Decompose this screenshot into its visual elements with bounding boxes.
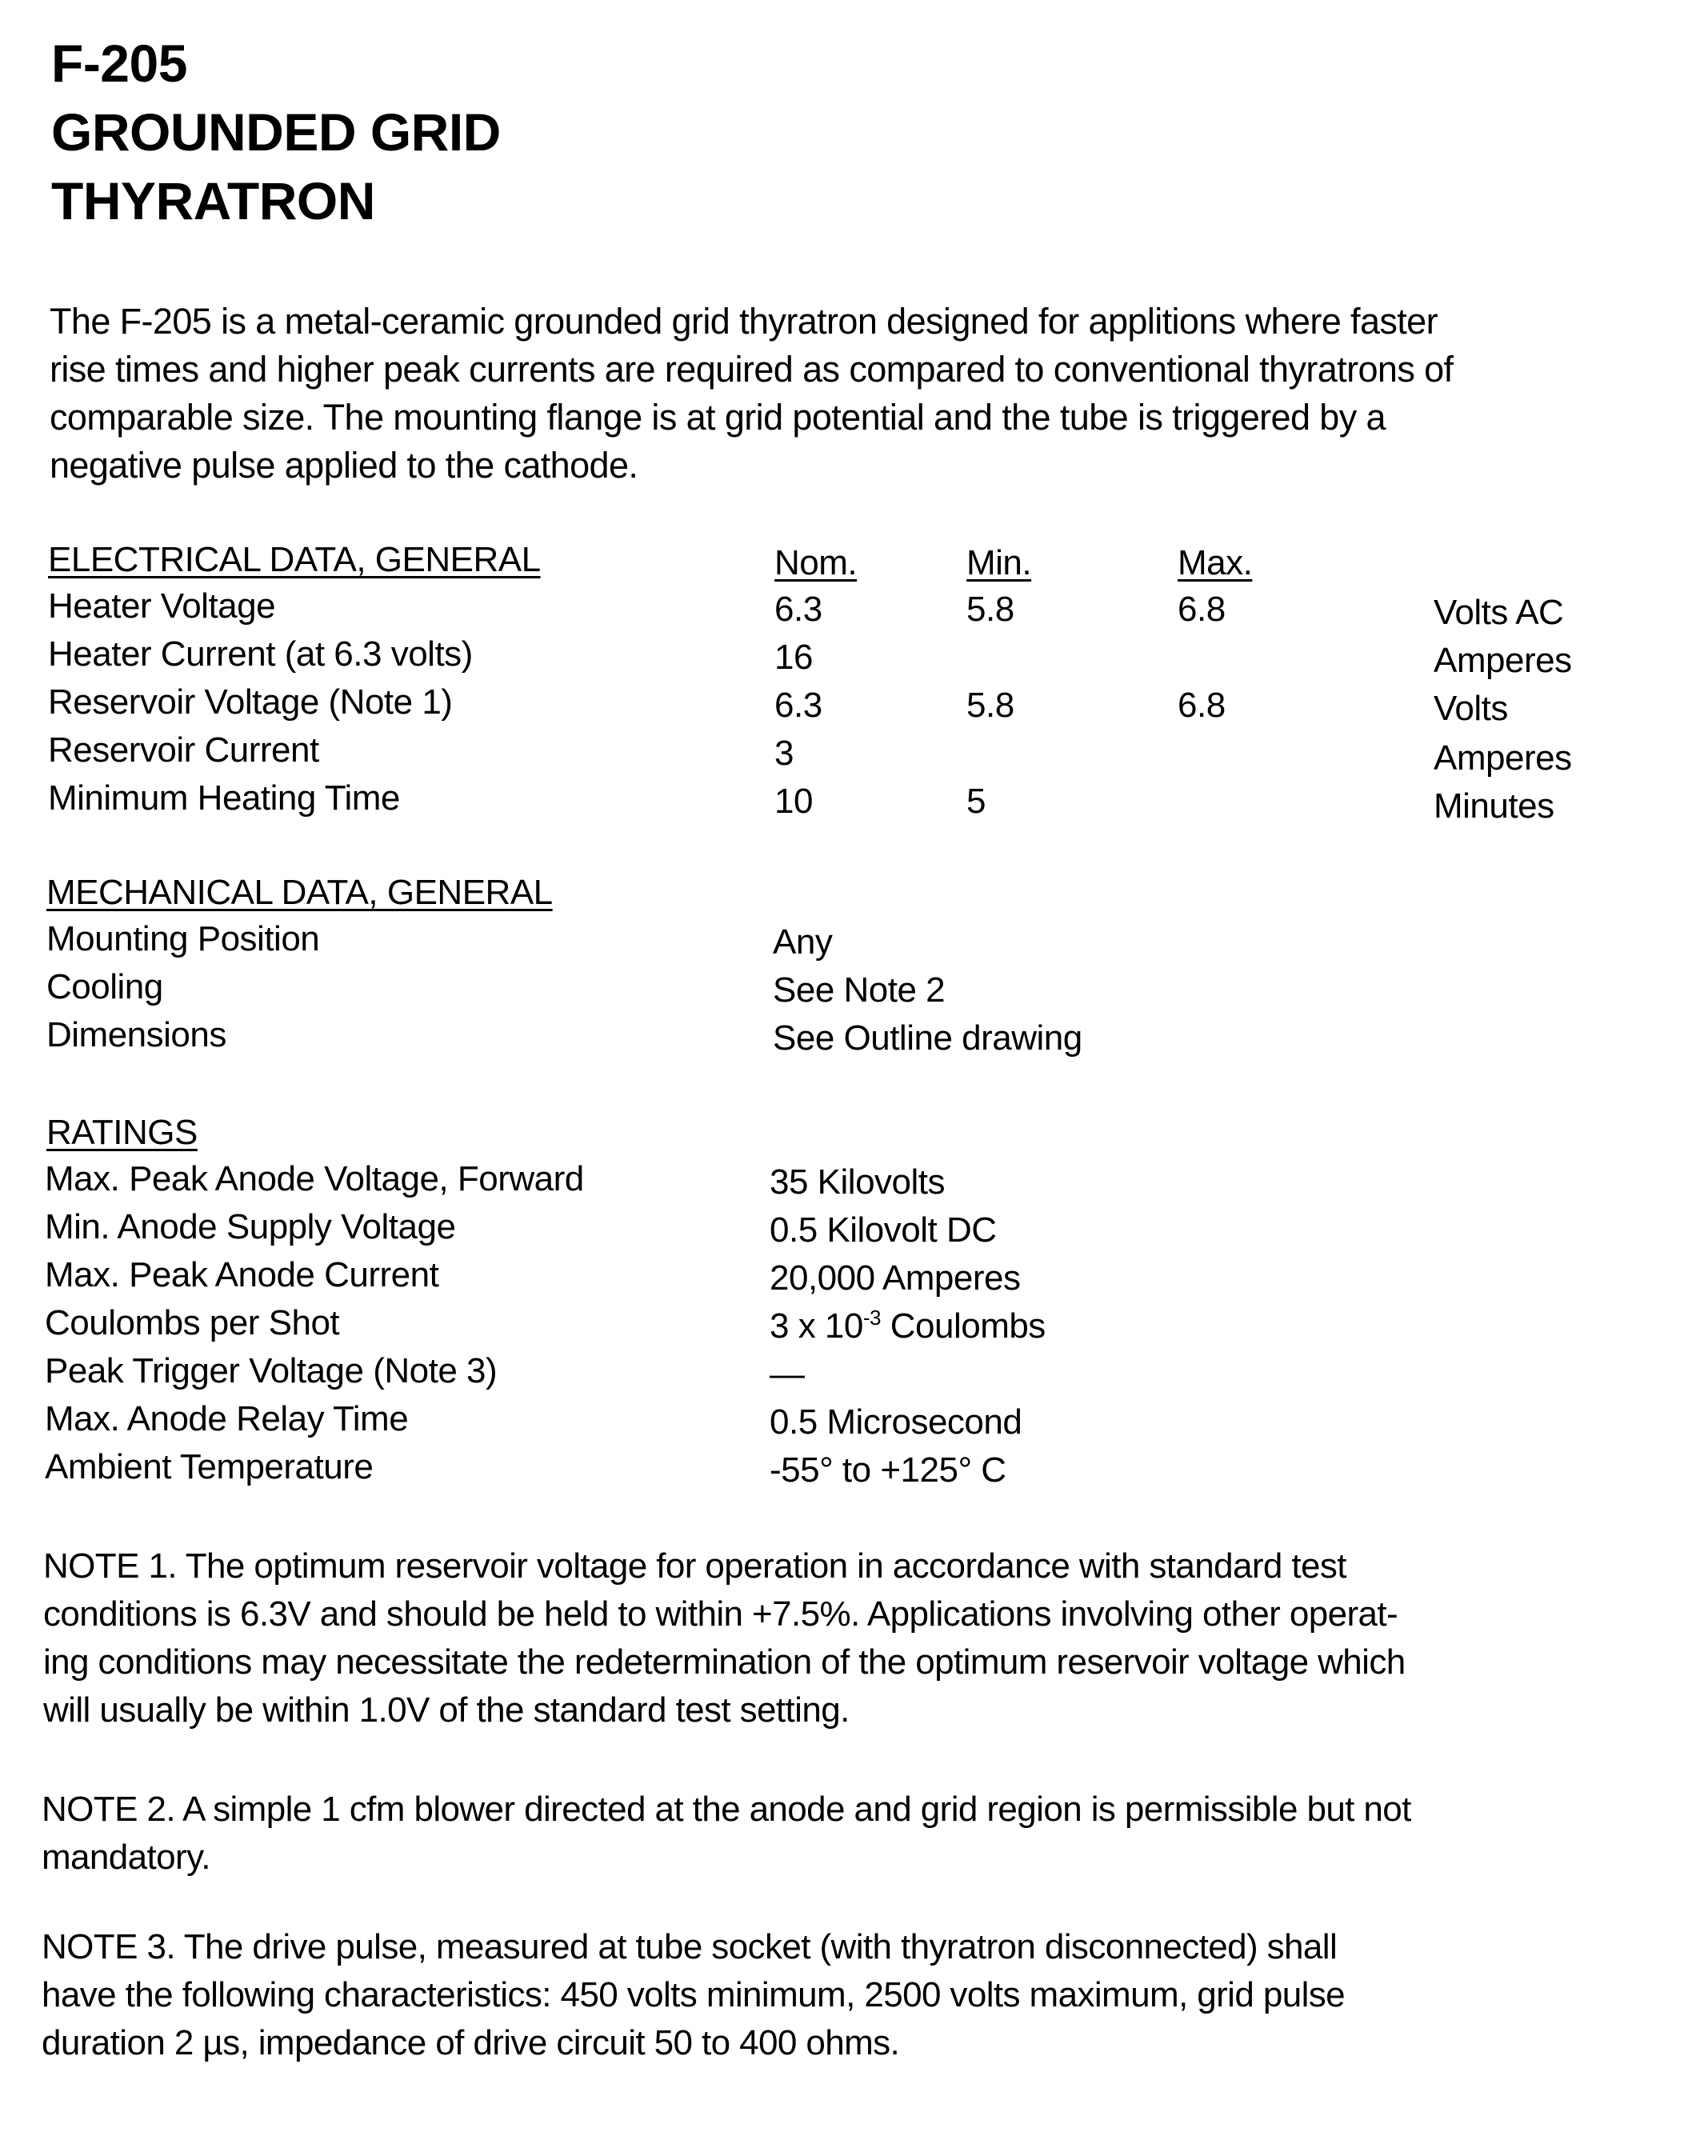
rating-value: -55° to +125° C — [770, 1450, 1006, 1490]
electrical-row-unit: Minutes — [1434, 786, 1554, 826]
note-line: NOTE 1. The optimum reservoir voltage for operation in accordance with standard test — [43, 1546, 1346, 1586]
electrical-row-max: 6.8 — [1178, 590, 1226, 629]
note-line: conditions is 6.3V and should be held to within +7.5%. Applications involving other operat- — [43, 1594, 1398, 1634]
rating-value-unit: Coulombs — [881, 1306, 1046, 1346]
mechanical-row-label: Cooling — [46, 967, 163, 1006]
electrical-row-label: Reservoir Voltage (Note 1) — [48, 682, 453, 722]
title-model: F-205 — [51, 34, 187, 93]
mechanical-heading: MECHANICAL DATA, GENERAL — [46, 873, 553, 912]
rating-value: 20,000 Amperes — [770, 1258, 1021, 1298]
note-line: will usually be within 1.0V of the standard test setting. — [43, 1690, 850, 1730]
rating-label: Max. Peak Anode Voltage, Forward — [45, 1159, 584, 1198]
intro-paragraph — [50, 298, 1453, 490]
column-nom: Nom. — [774, 543, 858, 582]
note-line: NOTE 2. A simple 1 cfm blower directed at the anode and grid region is permissible but not — [42, 1790, 1411, 1829]
column-max: Max. — [1178, 543, 1253, 582]
rating-value-exponent: -3 — [862, 1306, 881, 1330]
rating-label: Peak Trigger Voltage (Note 3) — [45, 1351, 498, 1390]
rating-value: — — [770, 1354, 805, 1394]
electrical-row-nom: 16 — [774, 638, 813, 677]
note-line: NOTE 3. The drive pulse, measured at tube socket (with thyratron disconnected) shall — [42, 1927, 1338, 1966]
electrical-row-unit: Amperes — [1434, 738, 1572, 778]
note-1 — [43, 1542, 1406, 1734]
electrical-row-nom: 6.3 — [774, 686, 822, 725]
electrical-row-min: 5.8 — [966, 590, 1014, 629]
electrical-row-max: 6.8 — [1178, 686, 1226, 725]
document-title — [51, 29, 501, 235]
mechanical-row-value: See Note 2 — [773, 970, 946, 1010]
rating-value: 35 Kilovolts — [770, 1162, 946, 1202]
mechanical-row-label: Dimensions — [46, 1015, 226, 1054]
electrical-row-label: Minimum Heating Time — [48, 778, 400, 818]
electrical-row-min: 5.8 — [966, 686, 1014, 725]
intro-line: The F-205 is a metal-ceramic grounded grid thyratron designed for applitions where faster — [50, 301, 1438, 342]
note-line: duration 2 µs, impedance of drive circuit 50 to 400 ohms. — [42, 2023, 900, 2062]
note-line: have the following characteristics: 450 volts minimum, 2500 volts maximum, grid pulse — [42, 1975, 1346, 2014]
intro-line: negative pulse applied to the cathode. — [50, 445, 638, 486]
electrical-row-label: Heater Current (at 6.3 volts) — [48, 634, 473, 674]
rating-label: Ambient Temperature — [45, 1447, 374, 1486]
mechanical-row-value: Any — [773, 922, 833, 962]
rating-value — [770, 1302, 1046, 1350]
title-line-2: GROUNDED GRID — [51, 102, 501, 162]
electrical-row-label: Heater Voltage — [48, 586, 276, 626]
column-min: Min. — [966, 543, 1032, 582]
note-line: mandatory. — [42, 1838, 210, 1877]
mechanical-row-value: See Outline drawing — [773, 1018, 1082, 1058]
rating-label: Min. Anode Supply Voltage — [45, 1207, 456, 1246]
note-line: ing conditions may necessitate the redetermination of the optimum reservoir voltage which — [43, 1642, 1406, 1682]
electrical-row-nom: 3 — [774, 734, 794, 773]
electrical-row-min: 5 — [966, 782, 986, 821]
mechanical-row-label: Mounting Position — [46, 919, 320, 958]
electrical-heading: ELECTRICAL DATA, GENERAL — [48, 540, 541, 579]
intro-line: comparable size. The mounting flange is at grid potential and the tube is triggered by a — [50, 397, 1386, 438]
rating-value: 0.5 Microsecond — [770, 1402, 1022, 1442]
rating-label: Coulombs per Shot — [45, 1303, 340, 1342]
rating-value: 0.5 Kilovolt DC — [770, 1210, 997, 1250]
note-3 — [42, 1923, 1345, 2067]
rating-value-base: 3 x 10 — [770, 1306, 863, 1346]
electrical-row-label: Reservoir Current — [48, 730, 319, 770]
electrical-row-unit: Amperes — [1434, 641, 1572, 680]
intro-line: rise times and higher peak currents are required as compared to conventional thyratrons of — [50, 349, 1454, 390]
electrical-row-unit: Volts AC — [1434, 593, 1564, 632]
rating-label: Max. Peak Anode Current — [45, 1255, 439, 1294]
electrical-row-nom: 6.3 — [774, 590, 822, 629]
title-line-3: THYRATRON — [51, 171, 375, 230]
electrical-row-unit: Volts — [1434, 689, 1508, 728]
ratings-heading: RATINGS — [46, 1113, 198, 1152]
electrical-row-nom: 10 — [774, 782, 813, 821]
rating-label: Max. Anode Relay Time — [45, 1399, 409, 1438]
note-2 — [42, 1786, 1411, 1882]
